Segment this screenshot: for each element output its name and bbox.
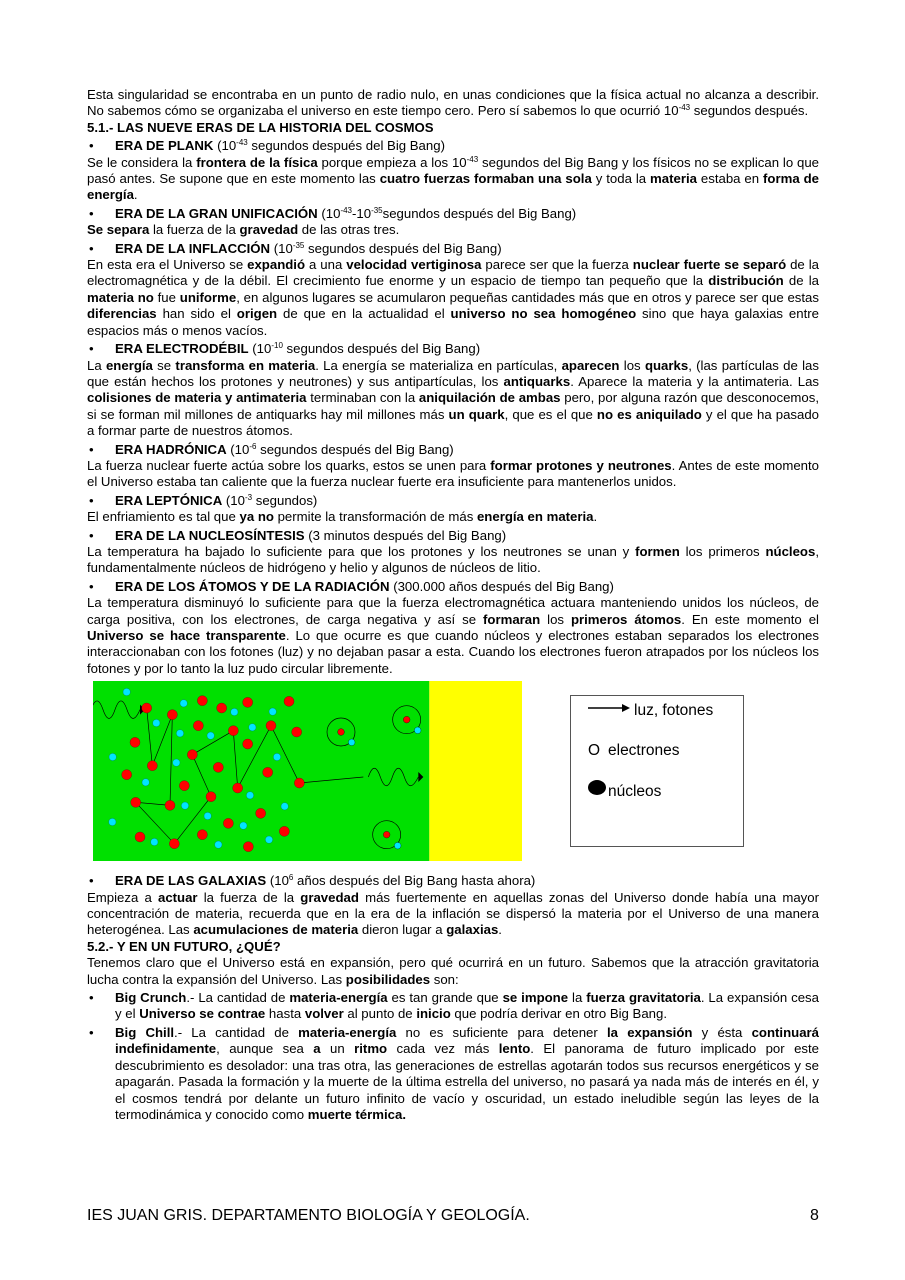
photon-scattering-diagram <box>93 681 523 861</box>
text-run: segundos después del Big Bang) <box>247 138 445 154</box>
exponent: -35 <box>292 240 305 250</box>
text-run: La fuerza nuclear fuerte actúa sobre los quarks, estos se unen para <box>87 457 491 473</box>
nucleus-symbol-icon <box>588 780 606 795</box>
text-run: (3 minutos después del Big Bang) <box>304 527 507 543</box>
text-run: Se le considera la <box>87 154 197 170</box>
text-run: son: <box>430 971 459 987</box>
free-nucleus <box>197 696 207 706</box>
text-run: , en algunos lugares se acumularon pequeñas cantidades más que en otros y parece ser que estas <box>236 289 819 305</box>
bold-text: Big Crunch <box>115 990 187 1006</box>
text-run: , fundamentalmente núcleos de hidrógeno y helio y algunos de núcleos de litio. <box>87 543 819 576</box>
free-electron <box>273 754 280 761</box>
free-electron <box>231 709 238 716</box>
text-run: (10 <box>317 205 341 221</box>
free-electron <box>151 839 158 846</box>
transparent-region <box>429 681 522 861</box>
bold-text: continuará indefinidamente <box>115 1024 819 1057</box>
bold-text: fuerza gravitatoria <box>586 990 701 1006</box>
text-run: segundos después del Big Bang) <box>282 341 481 357</box>
text-run: de que en la actualidad el <box>277 306 451 322</box>
text-run: segundos) <box>252 492 318 508</box>
bold-text: a <box>313 1041 321 1057</box>
bold-text: aparecen <box>561 357 620 373</box>
bold-text: diferencias <box>87 306 157 322</box>
paragraph <box>87 257 819 339</box>
free-electron <box>142 779 149 786</box>
bold-text: forma de energía <box>87 171 819 203</box>
bold-text: Big Chill <box>115 1024 175 1040</box>
text-run: terminaban con la <box>306 390 419 406</box>
text-run: . Aparece la materia y la antimateria. Las <box>570 373 820 389</box>
text-run: (10 <box>222 492 245 508</box>
bold-text: ritmo <box>354 1041 388 1057</box>
text-run: 5.1.- LAS NUEVE ERAS DE LA HISTORIA DEL COSMOS <box>87 119 434 135</box>
free-electron <box>109 754 116 761</box>
text-run: . Lo que ocurre es que cuando núcleos y electrones estaban separados los electrones interaccionaban con los fotones (luz) y no dejaban pasar a esta. Cuando los electrones fueron atrapados por los núcleos los fotones y por lo tanto la luz pudo circular libremente. <box>87 628 819 676</box>
bullet-item <box>87 990 819 1023</box>
electron-symbol-icon: O <box>588 742 601 760</box>
text-run: . En este momento el <box>681 611 819 627</box>
text-run: Tenemos claro que el Universo está en expansión, pero qué ocurrirá en un futuro. Sabemos que la atracción gravitatoria lucha contra la expansión del Universo. Las <box>87 955 819 987</box>
free-nucleus <box>243 698 253 708</box>
era-heading <box>87 442 819 458</box>
bold-text: gravedad <box>239 222 299 238</box>
text-run: (300.000 años después del Big Bang) <box>389 578 614 594</box>
bold-text: origen <box>236 306 278 322</box>
free-nucleus <box>193 721 203 731</box>
free-electron <box>269 708 276 715</box>
free-electron <box>207 732 214 739</box>
text-run: segundos después del Big Bang) <box>304 240 502 256</box>
legend-electrons-label: electrones <box>608 742 680 760</box>
bold-text: formaran <box>483 611 541 627</box>
exponent: -3 <box>244 492 253 502</box>
text-run: . <box>593 509 598 525</box>
free-nucleus <box>130 738 140 748</box>
free-nucleus <box>284 697 294 707</box>
section-heading <box>87 120 819 136</box>
free-electron <box>204 813 211 820</box>
text-run: un <box>320 1041 355 1057</box>
bold-text: materia no <box>87 289 154 305</box>
free-nucleus <box>292 727 302 737</box>
free-electron <box>249 724 256 731</box>
text-run: fue <box>153 289 180 305</box>
exponent: -35 <box>371 205 383 215</box>
free-electron <box>181 802 188 809</box>
legend-light-label: luz, fotones <box>634 702 714 720</box>
text-run: 5.2.- Y EN UN FUTURO, ¿QUÉ? <box>87 938 281 954</box>
text-run: Esta singularidad se encontraba en un punto de radio nulo, en unas condiciones que la física actual no alcanza a describir. No sabemos cómo se organizaba el universo en este tiempo cero. Pero sí sabemos lo que ocurrió 10 <box>87 87 819 119</box>
free-nucleus <box>243 739 253 749</box>
text-run: a una <box>305 257 347 273</box>
exponent: -43 <box>236 138 248 148</box>
free-electron <box>240 822 247 829</box>
bold-text: acumulaciones de materia <box>193 922 359 938</box>
footer-institution: IES JUAN GRIS. DEPARTAMENTO BIOLOGÍA Y GEOLOGÍA. <box>87 1207 530 1224</box>
text-run: sino que haya galaxias entre espacios más o menos vacíos. <box>87 306 819 338</box>
legend-nuclei-label: núcleos <box>608 783 662 801</box>
atom-electron <box>348 739 355 746</box>
text-run: la <box>568 990 587 1006</box>
bold-text: expandió <box>247 257 306 273</box>
text-run: .- La cantidad de <box>186 990 290 1006</box>
free-nucleus <box>294 778 304 788</box>
text-run: de las otras tres. <box>298 222 400 238</box>
bold-text: nuclear fuerte se separó <box>632 257 787 273</box>
atom-nucleus <box>383 832 390 839</box>
paragraph <box>87 222 819 238</box>
free-nucleus <box>263 768 273 778</box>
text-run: (10 <box>226 441 250 457</box>
bold-text: ERA DE LAS GALAXIAS <box>115 873 267 889</box>
era-heading <box>87 579 819 595</box>
era-heading <box>87 528 819 544</box>
text-run: permite la transformación de más <box>273 509 477 525</box>
free-electron <box>153 720 160 727</box>
text-run: no es suficiente para detener <box>396 1024 607 1040</box>
text-run: la fuerza de la <box>197 889 301 905</box>
free-electron <box>281 803 288 810</box>
bold-text: núcleos <box>765 543 816 559</box>
free-electron <box>173 759 180 766</box>
radiation-era-figure <box>87 681 819 867</box>
page-number: 8 <box>810 1207 819 1224</box>
text-run: han sido el <box>156 306 237 322</box>
text-run: hasta <box>265 1006 305 1022</box>
text-run: La temperatura disminuyó lo suficiente para que la fuerza electromagnética actuara manteniendo unidos los núcleos, de carga positiva, con los electrones, de carga negativa y así se <box>87 595 819 627</box>
bold-text: colisiones de materia y antimateria <box>87 390 307 406</box>
free-electron <box>265 836 272 843</box>
era-heading <box>87 493 819 509</box>
atom-electron <box>414 727 421 734</box>
bold-text: un quark <box>448 406 505 422</box>
text-run: El enfriamiento es tal que <box>87 509 240 525</box>
free-nucleus <box>279 827 289 837</box>
text-run: de la <box>783 273 819 289</box>
atom-electron <box>394 843 401 850</box>
bold-text: formar protones y neutrones <box>490 457 672 473</box>
bold-text: velocidad vertiginosa <box>346 257 482 273</box>
text-run: . La energía se materializa en partículas, <box>315 357 562 373</box>
bold-text: ERA DE LA NUCLEOSÍNTESIS <box>115 527 305 543</box>
bold-text: primeros átomos <box>570 611 682 627</box>
paragraph <box>87 358 819 440</box>
bold-text: energía en materia <box>476 509 594 525</box>
bold-text: ERA DE LOS ÁTOMOS Y DE LA RADIACIÓN <box>115 578 390 594</box>
bold-text: cuatro fuerzas formaban una sola <box>379 171 592 187</box>
bold-text: materia-energía <box>298 1024 397 1040</box>
free-nucleus <box>122 770 132 780</box>
free-electron <box>180 700 187 707</box>
paragraph <box>87 155 819 204</box>
free-nucleus <box>217 703 227 713</box>
free-nucleus <box>165 801 175 811</box>
free-electron <box>215 841 222 848</box>
era-heading <box>87 341 819 357</box>
atom-nucleus <box>338 729 345 736</box>
text-run: -10 <box>352 205 372 221</box>
era-heading <box>87 241 819 257</box>
text-run: Empieza a <box>87 889 158 905</box>
free-nucleus <box>243 842 253 852</box>
free-nucleus <box>142 703 152 713</box>
free-nucleus <box>167 710 177 720</box>
text-run: segundos del Big Bang y los físicos no se explican lo que pasó antes. Se supone que en este momento las <box>87 154 819 187</box>
text-run: .- La cantidad de <box>174 1024 299 1040</box>
bold-text: quarks <box>644 357 689 373</box>
paragraph <box>87 509 819 525</box>
exponent: -43 <box>466 154 479 164</box>
bold-text: inicio <box>416 1006 451 1022</box>
bullet-item <box>87 1025 819 1123</box>
text-run: la fuerza de la <box>149 222 240 238</box>
text-run: La <box>87 357 106 373</box>
text-run: La temperatura ha bajado lo suficiente para que los protones y los neutrones se unan y <box>87 543 636 559</box>
bold-text: ya no <box>239 509 274 525</box>
paragraph <box>87 595 819 677</box>
text-run: de la electromagnética y de la débil. El crecimiento fue enorme y un espacio de tiempo tan pequeño que la <box>87 257 819 289</box>
free-nucleus <box>169 839 179 849</box>
free-electron <box>176 730 183 737</box>
bold-text: no es aniquilado <box>596 406 702 422</box>
text-run: al punto de <box>343 1006 417 1022</box>
free-electron <box>246 792 253 799</box>
bold-text: galaxias <box>446 922 499 938</box>
text-run: cada vez más <box>387 1041 499 1057</box>
text-run: segundos después del Big Bang) <box>382 205 577 221</box>
bold-text: universo no sea homogéneo <box>450 306 637 322</box>
text-run: segundos después del Big Bang) <box>256 441 454 457</box>
exponent: -6 <box>249 441 257 451</box>
text-run: los primeros <box>679 543 766 559</box>
document-body <box>87 87 819 1123</box>
text-run: dieron lugar a <box>358 922 447 938</box>
bold-text: actuar <box>157 889 198 905</box>
paragraph <box>87 458 819 491</box>
text-run: parece ser que la fuerza <box>481 257 633 273</box>
text-run: . Antes de este momento el Universo estaba tan caliente que la fuerza nuclear fuerte era insuficiente para mantenerlos unidos. <box>87 457 819 490</box>
free-nucleus <box>179 781 189 791</box>
bold-text: Se separa <box>87 222 150 238</box>
free-electron <box>109 819 116 826</box>
atom-nucleus <box>403 717 410 724</box>
bold-text: gravedad <box>300 889 359 905</box>
bold-text: muerte térmica. <box>307 1106 406 1122</box>
section-heading <box>87 939 819 955</box>
bold-text: volver <box>304 1006 344 1022</box>
free-nucleus <box>233 783 243 793</box>
text-run: años después del Big Bang hasta ahora) <box>293 873 536 889</box>
free-nucleus <box>228 726 238 736</box>
bold-text: lento <box>498 1041 531 1057</box>
bold-text: frontera de la física <box>196 154 318 170</box>
bold-text: distribución <box>708 273 784 289</box>
exponent: -43 <box>340 205 352 215</box>
text-run: los <box>619 357 645 373</box>
bold-text: ERA HADRÓNICA <box>115 441 227 457</box>
bold-text: ERA DE LA GRAN UNIFICACIÓN <box>115 205 318 221</box>
free-nucleus <box>197 830 207 840</box>
paragraph <box>87 87 819 120</box>
bold-text: materia-energía <box>289 990 388 1006</box>
text-run: . <box>133 187 138 203</box>
exponent: -10 <box>271 341 283 351</box>
text-run: los <box>540 611 571 627</box>
text-run: pero, por alguna razón que desconocemos, si se forman mil millones de antiquarks hay mil millones más <box>87 390 819 422</box>
free-nucleus <box>135 832 145 842</box>
bold-text: Universo se hace transparente <box>87 628 286 643</box>
text-run: (10 <box>266 873 289 889</box>
bold-text: posibilidades <box>345 971 431 987</box>
bold-text: la expansión <box>607 1024 693 1040</box>
text-run: , aunque sea <box>216 1041 314 1057</box>
text-run: En esta era el Universo se <box>87 257 248 273</box>
text-run: y ésta <box>692 1024 752 1040</box>
text-run: se <box>152 357 176 373</box>
bold-text: ERA DE LA INFLACCIÓN <box>115 240 271 256</box>
exponent: 6 <box>288 873 294 883</box>
free-nucleus <box>187 750 197 760</box>
text-run: . La expansión cesa y el <box>115 990 819 1022</box>
bold-text: energía <box>105 357 153 373</box>
era-heading <box>87 206 819 222</box>
bold-text: uniforme <box>179 289 237 305</box>
text-run: , que es el que <box>504 406 597 422</box>
bold-text: aniquilación de ambas <box>418 390 561 406</box>
bold-text: materia <box>650 171 697 187</box>
bold-text: ERA ELECTRODÉBIL <box>115 341 249 357</box>
bold-text: ERA DE PLANK <box>115 138 214 154</box>
free-nucleus <box>131 798 141 808</box>
bold-text: transforma en materia <box>175 357 316 373</box>
text-run: (10 <box>270 240 293 256</box>
era-heading <box>87 138 819 154</box>
free-nucleus <box>266 721 276 731</box>
text-run: . <box>498 922 502 938</box>
text-run: porque empieza a los 10 <box>317 154 467 170</box>
exponent: -43 <box>678 103 691 113</box>
text-run: (10 <box>213 138 237 154</box>
text-run: , (las partículas de las que están hechos los protones y neutrones) y sus antipartículas, los <box>87 357 819 389</box>
free-nucleus <box>206 792 216 802</box>
bold-text: formen <box>635 543 680 559</box>
figure-legend <box>570 695 744 847</box>
text-run: estaba en <box>696 171 764 187</box>
text-run: es tan grande que <box>387 990 503 1006</box>
paragraph <box>87 890 819 939</box>
bold-text: se impone <box>502 990 569 1006</box>
text-run: (10 <box>248 341 272 357</box>
text-run: . El panorama de futuro implicado por este descubrimiento es desolador: una tras otra, las generaciones de estrellas agotarán todos sus recursos energéticos y se apagarán. Pasada la formación y la muerte de la última estrella del universo, no pasará ya nada más de interés en él, y el cosmos tendrá por delante un futuro infinito de vacío y oscuridad, un estado ineludible según las leyes de la termodinámica y conocido como <box>115 1041 819 1122</box>
text-run: y el que ha pasado a formar parte de nuestros átomos. <box>87 406 820 439</box>
era-heading <box>87 873 819 889</box>
text-run: que podría derivar en otro Big Bang. <box>450 1006 668 1022</box>
text-run: más fuertemente en aquellas zonas del Universo donde había una mayor concentración de materia, recuerda que en la era de la inflación se dispersó la materia por el Universo de una manera heterogénea. Las <box>87 889 819 938</box>
text-run: segundos después. <box>690 103 809 119</box>
free-electron <box>123 689 130 696</box>
bold-text: antiquarks <box>503 373 571 389</box>
text-run: y toda la <box>591 171 651 187</box>
paragraph <box>87 955 819 988</box>
bold-text: ERA LEPTÓNICA <box>115 492 223 508</box>
free-nucleus <box>256 809 266 819</box>
free-nucleus <box>223 819 233 829</box>
paragraph <box>87 544 819 577</box>
bold-text: Universo se contrae <box>139 1006 266 1022</box>
free-nucleus <box>213 763 223 773</box>
arrow-icon <box>588 702 630 714</box>
free-nucleus <box>147 761 157 771</box>
